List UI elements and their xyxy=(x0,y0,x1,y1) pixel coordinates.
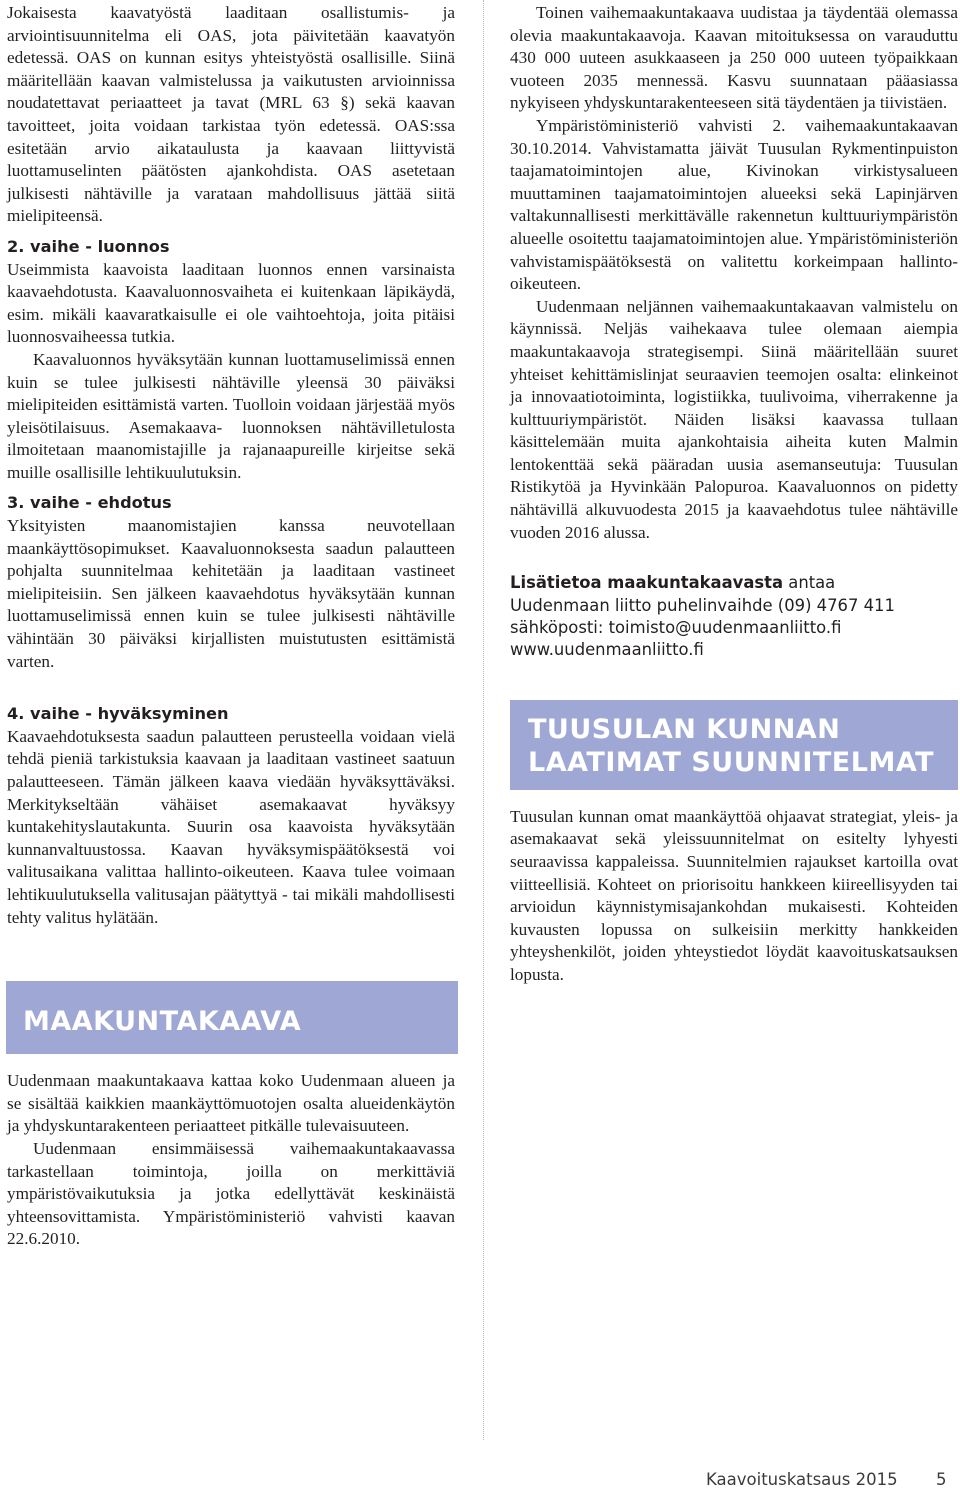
vaihemaakuntakaava-4-paragraph: Uudenmaan neljännen vaihemaakuntakaavan valmistelu on käynnissä. Neljäs vaihekaava tulee olemaan aiempia maakuntakaavoja strategisempi. Siinä määritellään suuret yhteiset kehittämislinjat seuraavien teemojen osalta: elinkeinot ja innovaatiotoiminta, logistiikka, tuulivoima, viherrakenne ja kulttuuriympäristöt. Näiden lisäksi kaavassa tullaan käsittelemään muita ajankohtaisia aiheita kuten Malmin lentokenttää sekä pääradan uusia asemanseutuja: Tuusulan Ristikytöä ja Hyvinkään Palopuroa. Kaavaluonnos on pidetty nähtävillä alkuvuodesta 2015 ja kaavaehdotus tulee nähtäville vuoden 2016 alussa. xyxy=(510,296,958,542)
vaihemaakuntakaava-2-paragraph: Toinen vaihemaakuntakaava uudistaa ja täydentää olemassa olevia maakuntakaavoja. Kaavan mitoituksessa on varauduttu 430 000 uuteen asukkaaseen ja 250 000 uuteen työpaikkaan vuoteen 2035 mennessä. Kasvu suunnataan pääasiassa nykyiseen yhdyskuntarakenteeseen sitä täydentäen ja tiivistäen. xyxy=(510,3,958,113)
contact-intro xyxy=(510,572,958,594)
hyvaksyminen-paragraph: Kaavaehdotuksesta saadun palautteen perusteella voidaan vielä tehdä pieniä tarkistuksia kaavaan ja laaditaan vastineet saatuun palautteeseen. Tämän jälkeen kaava viedään hyväksyttäväksi. Merkitykseltään vähäiset asemakaavat hyväksyy kuntakehityslautakunta. Suurin osa kaavoista hyväksytään kunnanvaltuustossa. Kaavan hyväksymispäätöksestä voi valitusaikana valittaa hallinto-oikeuteen. Kaava tulee voimaan lehtikuulutuksella valitusajan päätyttyä - tai mikäli mahdollisesti tehty valitus hylätään. xyxy=(7,726,455,927)
page-number: 5 xyxy=(936,1470,947,1489)
contact-info xyxy=(510,572,958,662)
section-hyvaksyminen xyxy=(7,703,455,929)
tuusula-plans-paragraph: Tuusulan kunnan omat maankäyttöä ohjaavat strategiat, yleis- ja asemakaavat sekä yleissuunnitelmat on esitelty lyhyesti seuraavissa kappaleissa. Suunnitelmien rajaukset kartoilla ovat viitteellisiä. Kohteet on priorisoitu hankkeen kiireellisyyden tai arvioidun käynnistymisajankohdan mukaisesti. Kohteiden kuvausten lopussa on sulkeisiin merkitty hankkeiden yhteyshenkilöt, joiden yhteystiedot löydät kaavoituskatsauksen lopusta. xyxy=(510,806,958,985)
footer-publication: Kaavoituskatsaus 2015 xyxy=(706,1470,898,1489)
contact-intro-bold: Lisätietoa maakuntakaavasta xyxy=(510,573,784,593)
column-divider xyxy=(483,0,484,1440)
contact-website[interactable]: www.uudenmaanliitto.fi xyxy=(510,640,704,660)
section-title-hyvaksyminen: 4. vaihe - hyväksyminen xyxy=(7,704,229,724)
tuusula-heading-line-2: LAATIMAT SUUNNITELMAT xyxy=(528,746,935,778)
maakuntakaava-heading-box xyxy=(6,981,458,1054)
right-column xyxy=(510,2,958,987)
ehdotus-paragraph: Yksityisten maanomistajien kanssa neuvotellaan maankäyttösopimukset. Kaavaluonnoksesta saadun palautteen pohjalta suunnitelmaa kehitetään ja laaditaan vastineet mielipiteisiin. Sen jälkeen kaavaehdotus hyväksytään kunnan luottamuselimissä ennen kuin se tulee julkisesti nähtäville vähintään 30 päiväksi kirjallisten muistutusten esittämistä varten. xyxy=(7,516,455,671)
maakuntakaava-heading: MAAKUNTAKAAVA xyxy=(23,1005,302,1037)
section-title-ehdotus: 3. vaihe - ehdotus xyxy=(7,493,172,513)
contact-intro-rest: antaa xyxy=(783,573,836,593)
section-luonnos xyxy=(7,236,455,485)
contact-phone: Uudenmaan liitto puhelinvaihde (09) 4767 411 xyxy=(510,595,895,615)
contact-email[interactable]: sähköposti: toimisto@uudenmaanliitto.fi xyxy=(510,618,842,638)
tuusula-heading-box xyxy=(510,700,958,790)
luonnos-paragraph-1: Useimmista kaavoista laaditaan luonnos ennen varsinaista kaavaehdotusta. Kaavaluonnosvaiheta ei kuitenkaan läpikäydä, esim. mikäli kaavaratkaisulle ei ole vaihtoehtoja, joita pitäisi luonnosvaiheessa tutkia. xyxy=(7,259,455,347)
luonnos-paragraph-2: Kaavaluonnos hyväksytään kunnan luottamuselimissä ennen kuin se tulee julkisesti nähtäville yleensä 30 päiväksi mielipiteiden esittämistä varten. Tuolloin voidaan järjestää myös yleisötilaisuus. Asemakaava- luonnoksen nähtävilletulosta ilmoitetaan maanomistajille ja rajanaapureille kirjeitse sekä muille osallisille lehtikuulutuksin. xyxy=(7,349,455,482)
section-title-luonnos: 2. vaihe - luonnos xyxy=(7,236,170,256)
maakuntakaava-paragraph-1: Uudenmaan maakuntakaava kattaa koko Uudenmaan alueen ja se sisältää kaikkien maankäyttömuotojen osalta alueidenkäytön ja yhdyskuntarakenteen periaatteet pitkälle tulevaisuuteen. xyxy=(7,1071,455,1136)
oas-paragraph: Jokaisesta kaavatyöstä laaditaan osallistumis- ja arviointisuunnitelma eli OAS, jota päivitetään kaavatyön edetessä. OAS on kunnan esitys yhteistyöstä osallisille. Siinä määritellään kaavan valmistelussa ja vaikutusten arvioinnissa noudatettavat periaatteet ja tavat (MRL 63 §) sekä kaavan tavoitteet, joita voidaan tarkistaa työn edetessä. OAS:ssa esitetään arvio aikataulusta ja kaavaan liittyvistä luottamuselinten päätösten ajankohdista. OAS asetetaan julkisesti nähtäville ja varataan mahdollisuus jättää siitä mielipiteensä. xyxy=(7,3,455,226)
tuusula-heading-line-1: TUUSULAN KUNNAN xyxy=(528,713,841,745)
maakuntakaava-paragraph-2: Uudenmaan ensimmäisessä vaihemaakuntakaavassa tarkastellaan toimintoja, joilla on merkittäviä ympäristövaikutuksia ja jotka edellyttävät keskinäistä yhteensovittamista. Ympäristöministeriö vahvisti kaavan 22.6.2010. xyxy=(7,1138,455,1249)
left-column xyxy=(7,2,455,1251)
section-ehdotus xyxy=(7,492,455,673)
vahvistus-paragraph: Ympäristöministeriö vahvisti 2. vaihemaakuntakaavan 30.10.2014. Vahvistamatta jäivät Tuusulan Rykmentinpuiston taajamatoimintojen alue, Kivinokan virkistysalueen muuttaminen taajamatoimintojen alueeksi sekä Lapinjärven valtakunnallisesti merkittävälle rakennetun kulttuuriympäristön alueelle osoitettu taajamatoimintojen alue. Ympäristöministeriön vahvistamispäätöksestä on valitettu korkeimpaan hallinto-oikeuteen. xyxy=(510,115,958,294)
